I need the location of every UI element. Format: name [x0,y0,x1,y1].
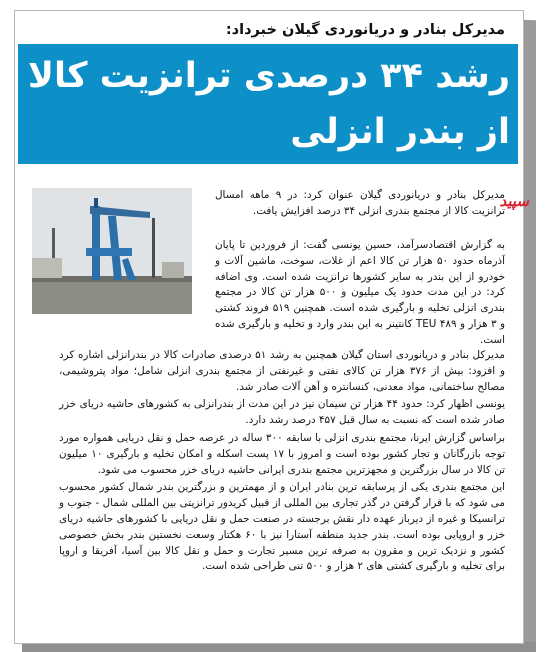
article-column-upper [215,238,505,349]
publication-logo: سپید [499,192,529,210]
page-shadow-right [522,20,536,646]
headline-banner [18,44,518,164]
article-column-full [59,348,505,575]
kicker: مدیرکل بنادر و دریانوردی گیلان خبرداد: [225,22,505,38]
article-lead [215,188,505,220]
paragraph-1: مدیرکل بنادر و دریانوردی گیلان عنوان کرد: در ۹ ماهه امسال ترانزیت کالا از مجتمع بندری انزلی ۳۴ درصد افزایش یافت. [215,189,505,217]
paragraph-4: یونسی اظهار کرد: حدود ۴۴ هزار تن سیمان نیز در این مدت از بندرانزلی به کشورهای حاشیه دریای خزر صادر شده است که نسبت به سال قبل ۴۵۷ درصد رشد دارد. [59,398,505,427]
paragraph-5: براساس گزارش ایرنا، مجتمع بندری انزلی با سابقه ۳۰۰ ساله در عرصه حمل و نقل دریایی همواره مورد توجه بازرگانان و تجار کشور بوده است و امروز با ۱۷ پست اسکله و امکان تخلیه و بارگیری ۱۰ میلیون تن کالا در سال بزرگترین و مجهزترین مجتمع بندری ایرانی حاشیه دریای خزر محسوب می شود. [59,431,506,476]
paragraph-3: مدیرکل بنادر و دریانوردی استان گیلان همچنین به رشد ۵۱ درصدی صادرات کالا در بندرانزلی اشاره کرد و افزود: بیش از ۳۷۶ هزار تن کالای نفتی و غیرنفتی از مجتمع بندری انزلی شامل؛ مواد پتروشیمی، مصالح ساختمانی، مواد معدنی، کنسانتره و آهن آلات صادر شد. [59,349,505,393]
paragraph-6: این مجتمع بندری یکی از پرسابقه ترین بنادر ایران و از مهمترین و بزرگترین بندر شمال کشور محسوب می شود که با قرار گرفتن در گذر تجاری بین المللی از قبیل کریدور ترانزیتی بین المللی شمال - جنوب و ترانسیکا و غیره از دیرباز عهده دار نقش برجسته در صنعت حمل و نقل دریایی با کشورهای حاشیه دریای خزر و اروپایی بوده است. بندر جدید منطقه آستارا نیز با ۶۰ هکتار وسعت نخستین بندر بخش خصوصی کشور و نزدیک ترین و مقرون به صرفه ترین مسیر تجارت و حمل و نقل کالا بین آسیا، آفریقا و اروپا برای تخلیه و بارگیری کشتی های ۲ هزار و ۵۰۰ تنی طراحی شده است. [59,481,505,573]
port-crane-image [32,188,192,314]
port-crane-photo [32,188,192,314]
paragraph-2: به گزارش اقتصادسرآمد، حسین یونسی گفت: از فروردین تا پایان آذرماه حدود ۵۰ هزار تن کالا اعم از غلات، سوخت، ماشین آلات و خودرو از این بندر به سایر کشورها ترانزیت شده است. وی اضافه کرد: در این مدت حدود یک میلیون و ۵۰۰ هزار تن کالا در مجتمع بندری انزلی تخلیه و بارگیری شده است. همچنین ۵۱۹ فروند کشتی و ۳ هزار و ۴۸۹ TEU کانتینر به این بندر وارد و تخلیه و بارگیری شده است. [215,239,506,346]
headline: رشد ۳۴ درصدی ترانزیت کالا از بندر انزلی [27,56,510,152]
